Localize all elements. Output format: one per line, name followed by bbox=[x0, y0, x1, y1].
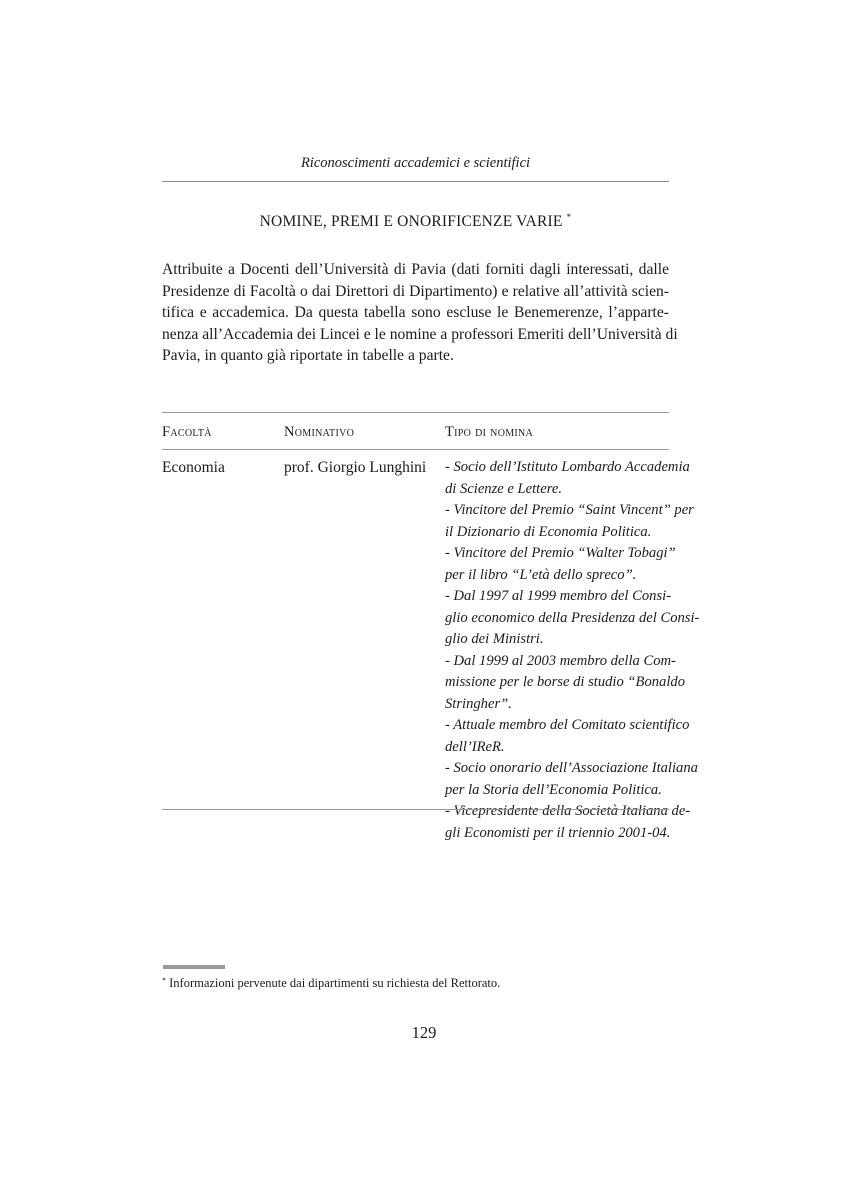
nomina-line: - Dal 1997 al 1999 membro del Consi- bbox=[445, 588, 672, 604]
cell-nominativo: prof. Giorgio Lunghini bbox=[284, 459, 427, 476]
intro-line: nenza all’Accademia dei Lincei e le nomine a professori Emeriti dell’Università di bbox=[162, 325, 678, 343]
nomina-line: di Scienze e Lettere. bbox=[445, 480, 562, 497]
nomina-line: - Socio dell’Istituto Lombardo Accademia bbox=[445, 459, 690, 475]
table-top-rule bbox=[162, 412, 669, 413]
nomina-line: per il libro “L’età dello spreco”. bbox=[445, 566, 637, 583]
nomina-line: Stringher”. bbox=[445, 695, 512, 712]
footnote-text: Informazioni pervenute dai dipartimenti su richiesta del Rettorato. bbox=[169, 976, 501, 990]
intro-line: Presidenze di Facoltà o dai Direttori di Dipartimento) e relative all’attività scien- bbox=[162, 282, 669, 300]
header-rule bbox=[162, 181, 669, 182]
nomina-line: missione per le borse di studio “Bonaldo bbox=[445, 674, 685, 690]
page-number: 129 bbox=[411, 1023, 437, 1042]
nomina-line: - Attuale membro del Comitato scientifico bbox=[445, 717, 690, 733]
table-bottom-rule bbox=[162, 809, 669, 810]
nomina-line: il Dizionario di Economia Politica. bbox=[445, 523, 652, 540]
nomina-line: - Vicepresidente della Società Italiana de- bbox=[445, 803, 691, 819]
footnote-rule bbox=[163, 965, 225, 969]
column-header-facolta: Facoltà bbox=[162, 424, 212, 440]
nomina-line: gli Economisti per il triennio 2001-04. bbox=[445, 824, 671, 841]
footnote-marker: * bbox=[162, 976, 166, 985]
cell-facolta: Economia bbox=[162, 459, 225, 476]
footnote bbox=[162, 976, 500, 991]
section-title bbox=[162, 212, 669, 231]
cell-tipo-nomina bbox=[445, 457, 700, 844]
nomina-line: - Socio onorario dell’Associazione Italiana bbox=[445, 760, 698, 776]
nomina-line: - Vincitore del Premio “Saint Vincent” per bbox=[445, 502, 694, 518]
intro-line: tifica e accademica. Da questa tabella sono escluse le Benemerenze, l’apparte- bbox=[162, 304, 669, 322]
column-header-tipo-nomina: Tipo di nomina bbox=[445, 424, 534, 440]
nomina-line: glio economico della Presidenza del Consi- bbox=[445, 609, 700, 626]
running-head: Riconoscimenti accademici e scientifici bbox=[300, 155, 531, 171]
table-header-rule bbox=[162, 449, 669, 450]
nomina-line: dell’IReR. bbox=[445, 738, 505, 755]
nomina-line: - Dal 1999 al 2003 membro della Com- bbox=[445, 652, 676, 669]
intro-paragraph bbox=[162, 259, 678, 367]
intro-line: Pavia, in quanto già riportate in tabelle a parte. bbox=[162, 347, 454, 365]
footnote-marker: * bbox=[566, 212, 572, 222]
intro-line: Attribuite a Docenti dell’Università di Pavia (dati forniti dagli interessati, dalle bbox=[162, 261, 669, 278]
section-title-text: NOMINE, PREMI E ONORIFICENZE VARIE bbox=[259, 213, 563, 230]
nomina-line: per la Storia dell’Economia Politica. bbox=[445, 781, 662, 798]
nomina-line: - Vincitore del Premio “Walter Tobagi” bbox=[445, 545, 676, 561]
column-header-nominativo: Nominativo bbox=[284, 424, 355, 440]
nomina-line: glio dei Ministri. bbox=[445, 631, 544, 647]
